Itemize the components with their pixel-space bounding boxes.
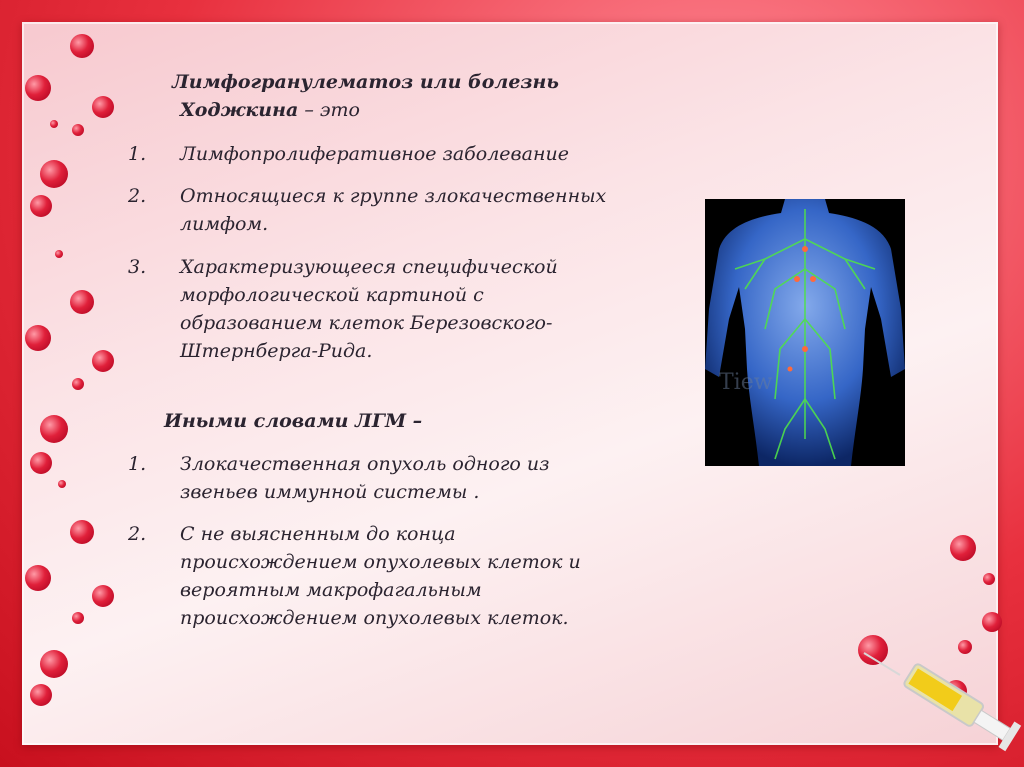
list2-item-2-line: С не выясненным до конца — [180, 523, 456, 545]
heading-2: Иными словами ЛГМ – — [164, 410, 423, 432]
list1-number: 2. — [128, 185, 147, 207]
heading-eto: – это — [298, 99, 360, 121]
list1-number: 3. — [128, 256, 147, 278]
list2-item-1-line: звеньев иммунной системы . — [180, 481, 480, 503]
body-silhouette-icon — [705, 199, 905, 466]
list2-item-2-line: вероятным макрофагальным — [180, 579, 482, 601]
heading-hodgkin: Ходжкина — [180, 99, 299, 121]
syringe-icon — [860, 635, 1024, 767]
lymphatic-system-image — [705, 199, 905, 466]
heading-line-1: Лимфогранулематоз или болезнь — [172, 71, 559, 93]
list1-item-3-line: образованием клеток Березовского- — [180, 312, 553, 334]
list1-number: 1. — [128, 143, 147, 165]
list2-number: 2. — [128, 523, 147, 545]
list2-item-1-line: Злокачественная опухоль одного из — [180, 453, 550, 475]
list1-item-2-line: Относящиеся к группе злокачественных — [180, 185, 607, 207]
list1-item-1 — [180, 140, 569, 168]
list2-item-2-line: происхождением опухолевых клеток. — [180, 607, 569, 629]
list1-item-1-line: Лимфопролиферативное заболевание — [180, 143, 569, 165]
image-watermark: Tiew — [719, 370, 773, 395]
list2-item-1 — [180, 450, 550, 506]
heading-line-2 — [180, 96, 360, 124]
list1-item-3 — [180, 253, 558, 365]
list1-item-2 — [180, 182, 606, 238]
list1-item-3-line: Штернберга-Рида. — [180, 340, 373, 362]
list2-number: 1. — [128, 453, 147, 475]
list2-item-2 — [180, 520, 581, 632]
list1-item-2-line: лимфом. — [180, 213, 269, 235]
list1-item-3-line: Характеризующееся специфической — [180, 256, 558, 278]
list2-item-2-line: происхождением опухолевых клеток и — [180, 551, 581, 573]
list1-item-3-line: морфологической картиной с — [180, 284, 484, 306]
